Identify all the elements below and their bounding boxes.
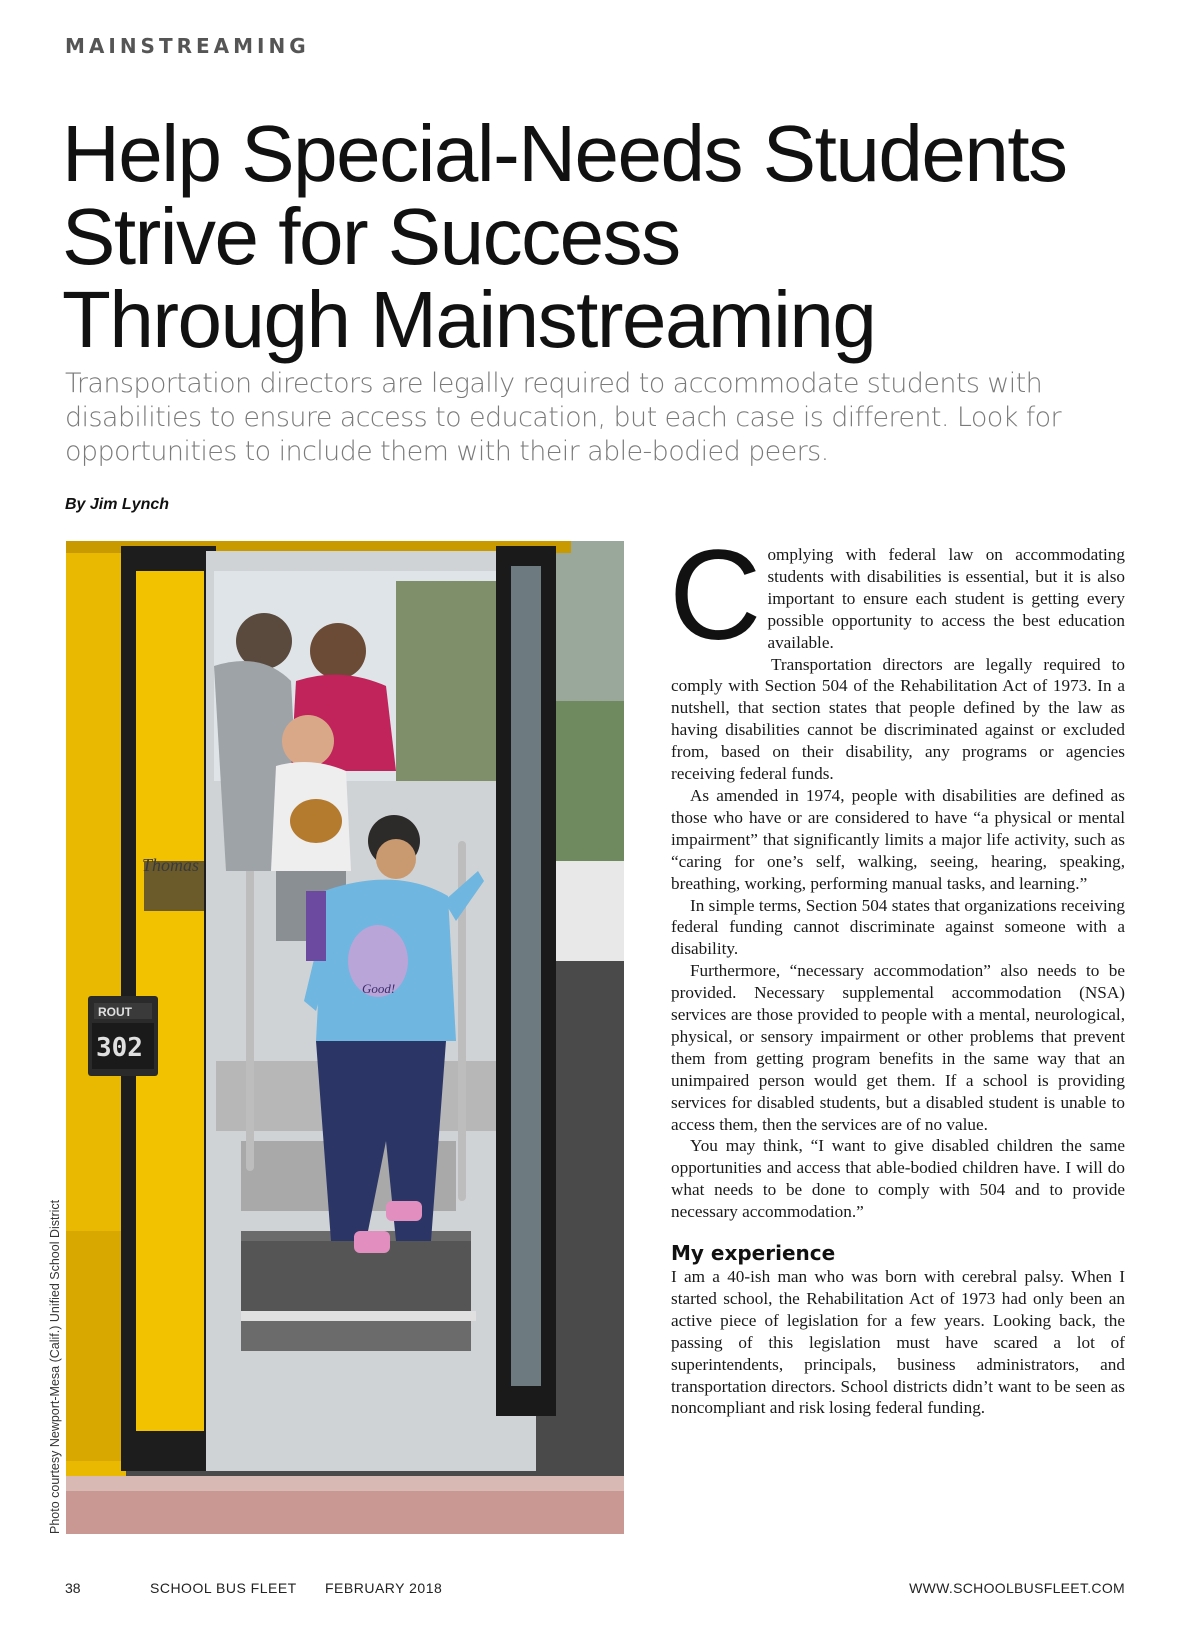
bus-photo <box>66 541 624 1534</box>
article-paragraph-5: Furthermore, “necessary accommodation” also needs to be provided. Necessary supplemental accommodation (NSA) services are those provided to people with a mental, neurological, physical, or sensory impairment or other problems that prevent them from getting program benefits in the same way that an unimpaired person would get them. If a school is providing services for disabled students, but a disabled student is unable to access them, then the services are of no value. <box>671 961 1125 1134</box>
article-paragraph-4: In simple terms, Section 504 states that organizations receiving federal funding cannot discriminate against someone with a disability. <box>671 895 1125 959</box>
headline-line-2: Strive for Success <box>62 192 680 281</box>
article-paragraph-6: You may think, “I want to give disabled children the same opportunities and access that able-bodied children have. I will do what needs to be done to comply with 504 and to provide necessary accommodation.” <box>671 1136 1125 1222</box>
shirt-text: Good! <box>362 981 396 996</box>
route-label-text: ROUT <box>98 1005 132 1019</box>
article-paragraph-7: I am a 40-ish man who was born with cerebral palsy. When I started school, the Rehabilitation Act of 1973 had only been an active piece of legislation for a few years. Looking back, the passing of this legislation must have scared a lot of superintendents, principals, business administrators, and transportation directors. School districts didn’t want to be seen as noncompliant and risk losing federal funding. <box>671 1267 1125 1418</box>
byline: By Jim Lynch <box>65 496 170 513</box>
headline <box>62 109 1162 364</box>
dek-subtitle <box>65 367 1155 469</box>
paragraph-1-text: omplying with federal law on accommodating students with disabilities is essential, but it is also important to ensure each student is getting every possible opportunity to access the best education available. <box>767 545 1125 652</box>
website-url: WWW.SCHOOLBUSFLEET.COM <box>909 1580 1125 1596</box>
article-paragraph-2: Transportation directors are legally required to comply with Section 504 of the Rehabilitation Act of 1973. In a nutshell, that section states that people defined by the law as having disabilities cannot be discriminated against or excluded from, based on their disability, any programs or agencies receiving federal funds. <box>671 654 1125 784</box>
headline-line-1: Help Special-Needs Students <box>62 109 1067 198</box>
issue-date: FEBRUARY 2018 <box>325 1580 443 1596</box>
dek-line-1: Transportation directors are legally required to accommodate students with <box>65 368 1043 399</box>
article-paragraph-3: As amended in 1974, people with disabilities are defined as those who have or are considered to have “a physical or mental impairment” that significantly limits a major life activity, such as “caring for one’s self, walking, seeing, hearing, speaking, breathing, working, performing manual tasks, and learning.” <box>671 785 1125 893</box>
article-paragraph-1 <box>669 524 1125 667</box>
article-body <box>669 524 1125 1419</box>
dek-line-3: opportunities to include them with their able-bodied peers. <box>65 436 829 467</box>
page-number: 38 <box>65 1580 81 1596</box>
drop-cap: C <box>669 524 756 667</box>
route-number-text: 302 <box>96 1033 143 1063</box>
bus-brand-text: Thomas <box>142 855 200 875</box>
dek-line-2: disabilities to ensure access to education, but each case is different. Look for <box>65 402 1062 433</box>
magazine-name: SCHOOL BUS FLEET <box>150 1580 297 1596</box>
headline-line-3: Through Mainstreaming <box>62 275 876 364</box>
section-label: MAINSTREAMING <box>65 34 310 58</box>
photo-credit: Photo courtesy Newport-Mesa (Calif.) Unified School District <box>48 1199 62 1534</box>
subhead: My experience <box>671 1241 836 1266</box>
